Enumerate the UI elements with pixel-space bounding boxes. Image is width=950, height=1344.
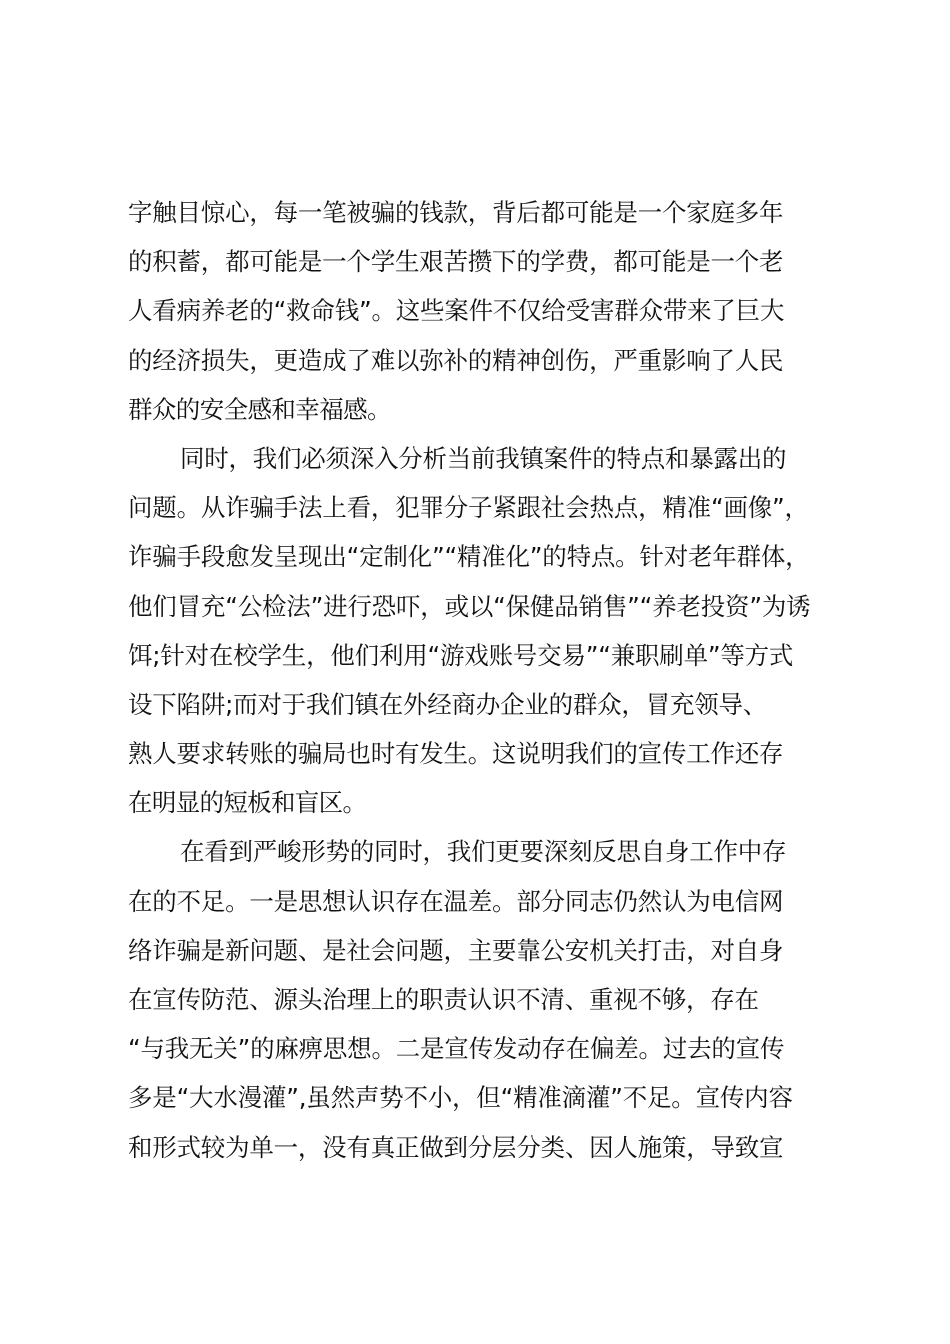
text-line: 同时，我们必须深入分析当前我镇案件的特点和暴露出的	[180, 443, 787, 473]
text-line: 人看病养老的“救命钱”。这些案件不仅给受害群众带来了巨大	[128, 296, 785, 326]
text-line: 他们冒充“公检法”进行恐吓，或以“保健品销售”“养老投资”为诱	[128, 591, 811, 621]
text-line: 设下陷阱;而对于我们镇在外经商办企业的群众，冒充领导、	[128, 689, 768, 719]
text-line: 群众的安全感和幸福感。	[128, 394, 391, 424]
text-line: “与我无关”的麻痹思想。二是宣传发动存在偏差。过去的宣传	[128, 1034, 785, 1064]
text-line: 的经济损失，更造成了难以弥补的精神创伤，严重影响了人民	[128, 345, 784, 375]
text-line: 在的不足。一是思想认识存在温差。部分同志仍然认为电信网	[128, 886, 784, 916]
text-line: 诈骗手段愈发呈现出“定制化”“精准化”的特点。针对老年群体，	[128, 542, 810, 572]
paragraph	[128, 434, 828, 828]
paragraph	[128, 188, 828, 434]
text-line: 字触目惊心，每一笔被骗的钱款，背后都可能是一个家庭多年	[128, 198, 784, 227]
text-line: 问题。从诈骗手法上看，犯罪分子紧跟社会热点，精准“画像”，	[128, 493, 809, 523]
paragraph	[128, 827, 828, 1171]
text-line: 饵;针对在校学生，他们利用“游戏账号交易”“兼职刷单”等方式	[128, 640, 794, 670]
text-line: 熟人要求转账的骗局也时有发生。这说明我们的宣传工作还存	[128, 739, 784, 769]
text-line: 多是“大水漫灌”,虽然声势不小，但“精准滴灌”不足。宣传内容	[128, 1083, 793, 1113]
text-line: 的积蓄，都可能是一个学生艰苦攒下的学费，都可能是一个老	[128, 247, 784, 277]
text-line: 和形式较为单一，没有真正做到分层分类、因人施策，导致宣	[128, 1132, 784, 1162]
text-line: 在看到严峻形势的同时，我们更要深刻反思自身工作中存	[180, 837, 787, 867]
text-line: 络诈骗是新问题、是社会问题，主要靠公安机关打击，对自身	[128, 935, 784, 965]
body-text	[128, 188, 828, 1172]
text-line: 在宣传防范、源头治理上的职责认识不清、重视不够，存在	[128, 985, 759, 1014]
text-line: 在明显的短板和盲区。	[128, 788, 367, 818]
